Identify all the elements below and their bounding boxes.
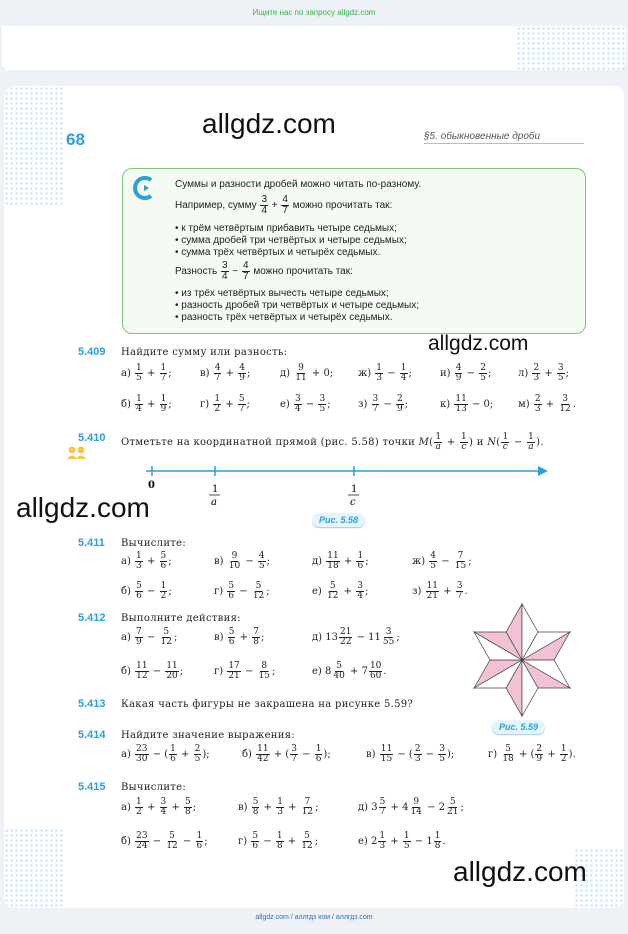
- task-text: Вычислите:: [121, 538, 187, 549]
- dots-decoration: [4, 828, 64, 908]
- rule-text: можно прочитать так:: [253, 266, 353, 278]
- exercise-item: б) $\frac{23}{24}$ − $\frac{5}{12}$ − $\frac{1}{6}$ ;: [121, 831, 208, 851]
- exercise-item: в) $\frac{11}{15}$ − ( $\frac{2}{3}$ − $\frac{3}{5}$ );: [366, 744, 455, 764]
- task-text: Найдите значение выражения:: [121, 730, 296, 741]
- task-number: 5.415: [78, 781, 106, 793]
- exercise-item: з) $\frac{11}{21}$ + $\frac{3}{7}$ .: [412, 581, 468, 601]
- rule-intro: Суммы и разности дробей можно читать по-разному.: [175, 179, 422, 190]
- task-number: 5.411: [78, 537, 105, 549]
- watermark: allgdz.com: [428, 332, 529, 355]
- exercise-item: и) $\frac{4}{9}$ − $\frac{2}{5}$ ;: [440, 363, 492, 383]
- exercise-item: а) $\frac{1}{3}$ + $\frac{5}{6}$ ;: [121, 551, 172, 571]
- exercise-item: ж) $\frac{4}{5}$ − $\frac{7}{15}$ ;: [412, 551, 472, 571]
- rule-text: Разность: [175, 266, 218, 278]
- task-text: Найдите сумму или разность:: [121, 347, 288, 358]
- exercise-item: г) $\frac{5}{18}$ + ( $\frac{2}{9}$ + $\frac{1}{2}$ ).: [488, 744, 576, 764]
- task-number: 5.413: [78, 698, 106, 710]
- rule-bullet: • к трём четвёртым прибавить четыре седьмых;: [175, 223, 397, 234]
- figure-caption: Рис. 5.59: [492, 720, 545, 734]
- tick-label-zero: 0: [148, 480, 155, 491]
- task-text: Вычислите:: [121, 782, 187, 793]
- exercise-item: а) $\frac{7}{9}$ − $\frac{5}{12}$ ;: [121, 627, 178, 647]
- exercise-item: а) $\frac{23}{30}$ − ( $\frac{1}{6}$ + $\frac{2}{5}$ );: [121, 744, 210, 764]
- divider: [424, 143, 584, 144]
- tick-label: 1: [351, 484, 358, 495]
- exercise-item: г) $\frac{5}{6}$ − $\frac{5}{12}$ ;: [214, 581, 270, 601]
- exercise-item: б) $\frac{1}{4}$ + $\frac{1}{9}$ ;: [121, 394, 172, 414]
- tick-label: c: [350, 497, 356, 508]
- watermark: allgdz.com: [453, 856, 587, 887]
- rule-text: можно прочитать так:: [292, 200, 393, 212]
- exercise-item: б) $\frac{11}{42}$ + ( $\frac{3}{7}$ − $\frac{1}{6}$ );: [242, 744, 331, 764]
- rule-bullet: • сумма трёх четвёртых и четырёх седьмых.: [175, 247, 381, 258]
- exercise-item: в) $\frac{4}{7}$ + $\frac{4}{9}$ ;: [200, 363, 251, 383]
- dots-decoration: [4, 86, 64, 206]
- exercise-item: в) $\frac{5}{6}$ + $\frac{7}{8}$ ;: [214, 627, 265, 647]
- exercise-item: г) $\frac{1}{2}$ + $\frac{5}{7}$ ;: [200, 394, 250, 414]
- rule-bullet: • разность трёх четвёртых и четырёх седьмых.: [175, 312, 393, 323]
- coordinate-line: [140, 460, 550, 510]
- exercise-item: г) $\frac{17}{21}$ − $\frac{8}{15}$ ;: [214, 661, 276, 681]
- exercise-item: г) $\frac{5}{6}$ − $\frac{1}{8}$ + $\frac{5}{12}$ ;: [238, 831, 319, 851]
- exercise-item: д) 13 $\frac{21}{22}$ − 11 $\frac{3}{55}$ ;: [312, 627, 400, 647]
- watermark: allgdz.com: [202, 108, 336, 139]
- exercise-item: е) 8 $\frac{5}{40}$ + 7 $\frac{10}{60}$ .: [312, 661, 387, 681]
- figure-caption: Рис. 5.58: [312, 513, 365, 527]
- rule-bullet: • сумма дробей три четвёртых и четыре седьмых;: [175, 235, 407, 246]
- exercise-item: д) 3 $\frac{5}{7}$ + 4 $\frac{9}{14}$ − 2 $\frac{5}{21}$ ;: [358, 797, 464, 817]
- exercise-item: а) $\frac{1}{5}$ + $\frac{1}{7}$ ;: [121, 363, 172, 383]
- task-number: 5.409: [78, 346, 106, 358]
- top-search-hint[interactable]: Ищите нас по запросу allgdz.com: [252, 8, 376, 17]
- page-number: 68: [66, 130, 85, 149]
- tick-label: 1: [212, 484, 219, 495]
- exercise-item: е) $\frac{3}{4}$ − $\frac{3}{5}$ ;: [280, 394, 331, 414]
- task-text: Какая часть фигуры не закрашена на рисунке 5.59?: [121, 699, 414, 710]
- rule-text: Например, сумму: [175, 200, 257, 212]
- rule-difference: Разность $\frac{3}{4}$ − $\frac{4}{7}$ можно прочитать так:: [175, 260, 353, 282]
- group-work-icon: [64, 444, 90, 460]
- tick-label: a: [211, 497, 217, 508]
- exercise-item: в) $\frac{5}{8}$ + $\frac{1}{3}$ + $\frac{7}{12}$ ;: [238, 797, 319, 817]
- exercise-item: а) $\frac{1}{2}$ + $\frac{3}{4}$ + $\frac{5}{8}$ ;: [121, 797, 197, 817]
- task-number: 5.410: [78, 432, 106, 444]
- section-title: §5. обыкновенные дроби: [424, 131, 541, 142]
- exercise-item: ж) $\frac{1}{3}$ − $\frac{1}{4}$ ;: [358, 363, 412, 383]
- dots-decoration: [516, 26, 626, 70]
- watermark: allgdz.com: [16, 492, 150, 523]
- rule-bullet: • разность дробей три четвёртых и четыре седьмых;: [175, 300, 420, 311]
- task-text: Отметьте на координатной прямой (рис. 5.58) точки M( $\frac{1}{a}$ + $\frac{1}{c}$ ) и N( $\frac{1}{c}$ − $\frac{1}{a}$ ).: [121, 432, 544, 452]
- rule-example: Например, сумму $\frac{3}{4}$ + $\frac{4}{7}$ можно прочитать так:: [175, 194, 393, 216]
- rule-bullet: • из трёх четвёртых вычесть четыре седьмых;: [175, 288, 389, 299]
- task-text: Выполните действия:: [121, 613, 241, 624]
- exercise-item: е) $\frac{5}{12}$ + $\frac{3}{4}$ ;: [312, 581, 369, 601]
- header-card: [2, 26, 626, 70]
- exercise-item: д) $\frac{11}{18}$ + $\frac{1}{6}$ ;: [312, 551, 369, 571]
- rule-logo-icon: [131, 175, 157, 201]
- rule-box: [122, 168, 586, 334]
- exercise-item: л) $\frac{2}{3}$ + $\frac{3}{5}$ ;: [518, 363, 570, 383]
- exercise-item: е) 2 $\frac{1}{3}$ + $\frac{1}{5}$ − 1 $\frac{1}{8}$ .: [358, 831, 446, 851]
- footer-links[interactable]: allgdz.com / аллгдз ком / аллгдз.com: [255, 914, 373, 921]
- star-figure: [458, 600, 586, 720]
- exercise-item: з) $\frac{3}{7}$ − $\frac{2}{9}$ ;: [358, 394, 409, 414]
- task-number: 5.414: [78, 729, 106, 741]
- task-number: 5.412: [78, 612, 106, 624]
- exercise-item: б) $\frac{5}{6}$ − $\frac{1}{2}$ ;: [121, 581, 172, 601]
- exercise-item: м) $\frac{2}{3}$ + $\frac{3}{12}$ .: [518, 394, 576, 414]
- exercise-item: к) $\frac{11}{13}$ − 0;: [440, 394, 494, 414]
- exercise-item: д) $\frac{9}{11}$ + 0;: [280, 363, 334, 383]
- exercise-item: б) $\frac{11}{12}$ − $\frac{11}{20}$ ;: [121, 661, 184, 681]
- exercise-item: в) $\frac{9}{10}$ − $\frac{4}{5}$ ;: [214, 551, 271, 571]
